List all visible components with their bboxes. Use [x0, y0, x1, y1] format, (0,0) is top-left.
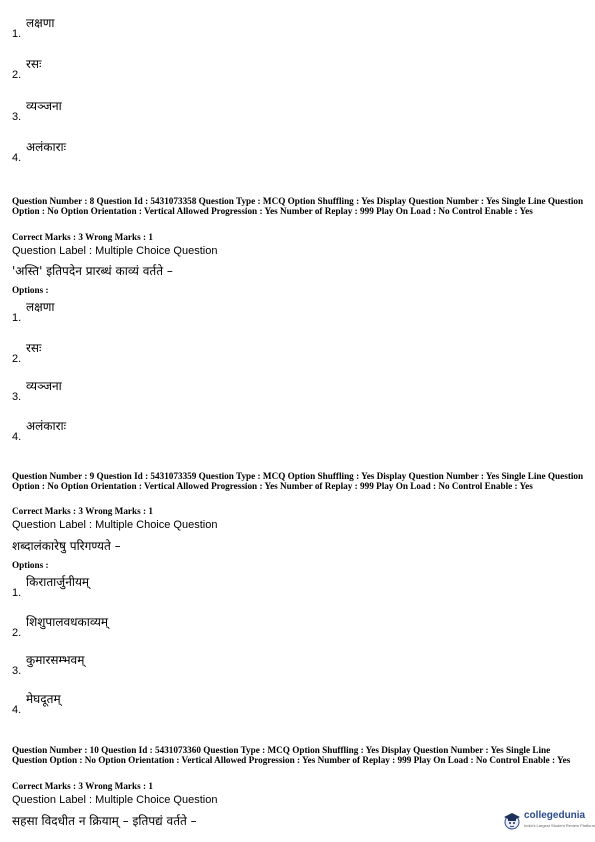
question-label: Question Label : Multiple Choice Question	[12, 245, 218, 257]
option-number: 1.	[12, 587, 22, 599]
options-heading: Options :	[12, 285, 49, 295]
option-number: 2.	[12, 353, 22, 365]
question-marks: Correct Marks : 3 Wrong Marks : 1	[12, 506, 153, 516]
option-number: 3.	[12, 111, 22, 123]
option-text: रसः	[26, 341, 42, 355]
option-number: 2.	[12, 69, 22, 81]
option-number: 1.	[12, 312, 22, 324]
question-text: 'अस्ति' इतिपदेन प्रारब्धं काव्यं वर्तते –	[12, 264, 173, 278]
question-text: सहसा विदधीत न क्रियाम् – इतिपद्यं वर्तते –	[12, 814, 197, 828]
option-number: 4.	[12, 704, 22, 716]
graduation-cap-icon	[502, 810, 522, 830]
option-text: शिशुपालवधकाव्यम्	[26, 615, 109, 629]
option-number: 4.	[12, 431, 22, 443]
options-heading: Options :	[12, 560, 49, 570]
option-text: किरातार्जुनीयम्	[26, 575, 90, 589]
logo-name: collegedunia	[524, 810, 586, 821]
option-number: 1.	[12, 28, 22, 40]
question-marks: Correct Marks : 3 Wrong Marks : 1	[12, 781, 153, 791]
option-number: 3.	[12, 391, 22, 403]
logo-tagline: India's Largest Student Review Platform	[524, 823, 595, 828]
option-number: 4.	[12, 152, 22, 164]
question-label: Question Label : Multiple Choice Question	[12, 519, 218, 531]
question-marks: Correct Marks : 3 Wrong Marks : 1	[12, 232, 153, 242]
option-text: व्यञ्जना	[26, 99, 62, 113]
option-text: लक्षणा	[26, 16, 55, 30]
question-meta: Question Number : 8 Question Id : 5431073358 Question Type : MCQ Option Shuffling : Yes Display Question Number : Yes Single Line Question Option : No Option Orientation : Vertical Allowed Progression : Yes Number of Replay : 999 Play On Load : No Control Enable : Yes	[12, 196, 584, 216]
option-number: 3.	[12, 665, 22, 677]
option-text: कुमारसम्भवम्	[26, 653, 85, 667]
question-text: शब्दालंकारेषु परिगण्यते –	[12, 539, 121, 553]
option-text: रसः	[26, 57, 42, 71]
option-text: अलंकाराः	[26, 419, 67, 433]
option-text: अलंकाराः	[26, 140, 67, 154]
question-meta: Question Number : 10 Question Id : 5431073360 Question Type : MCQ Option Shuffling : Yes Display Question Number : Yes Single Line Question Option : No Option Orientation : Vertical Allowed Progression : Yes Number of Replay : 999 Play On Load : No Control Enable : Yes	[12, 745, 571, 765]
question-label: Question Label : Multiple Choice Question	[12, 794, 218, 806]
option-number: 2.	[12, 627, 22, 639]
option-text: व्यञ्जना	[26, 379, 62, 393]
collegedunia-logo	[502, 806, 595, 834]
option-text: लक्षणा	[26, 300, 55, 314]
question-meta: Question Number : 9 Question Id : 5431073359 Question Type : MCQ Option Shuffling : Yes Display Question Number : Yes Single Line Question Option : No Option Orientation : Vertical Allowed Progression : Yes Number of Replay : 999 Play On Load : No Control Enable : Yes	[12, 471, 584, 491]
option-text: मेघदूतम्	[26, 692, 61, 706]
